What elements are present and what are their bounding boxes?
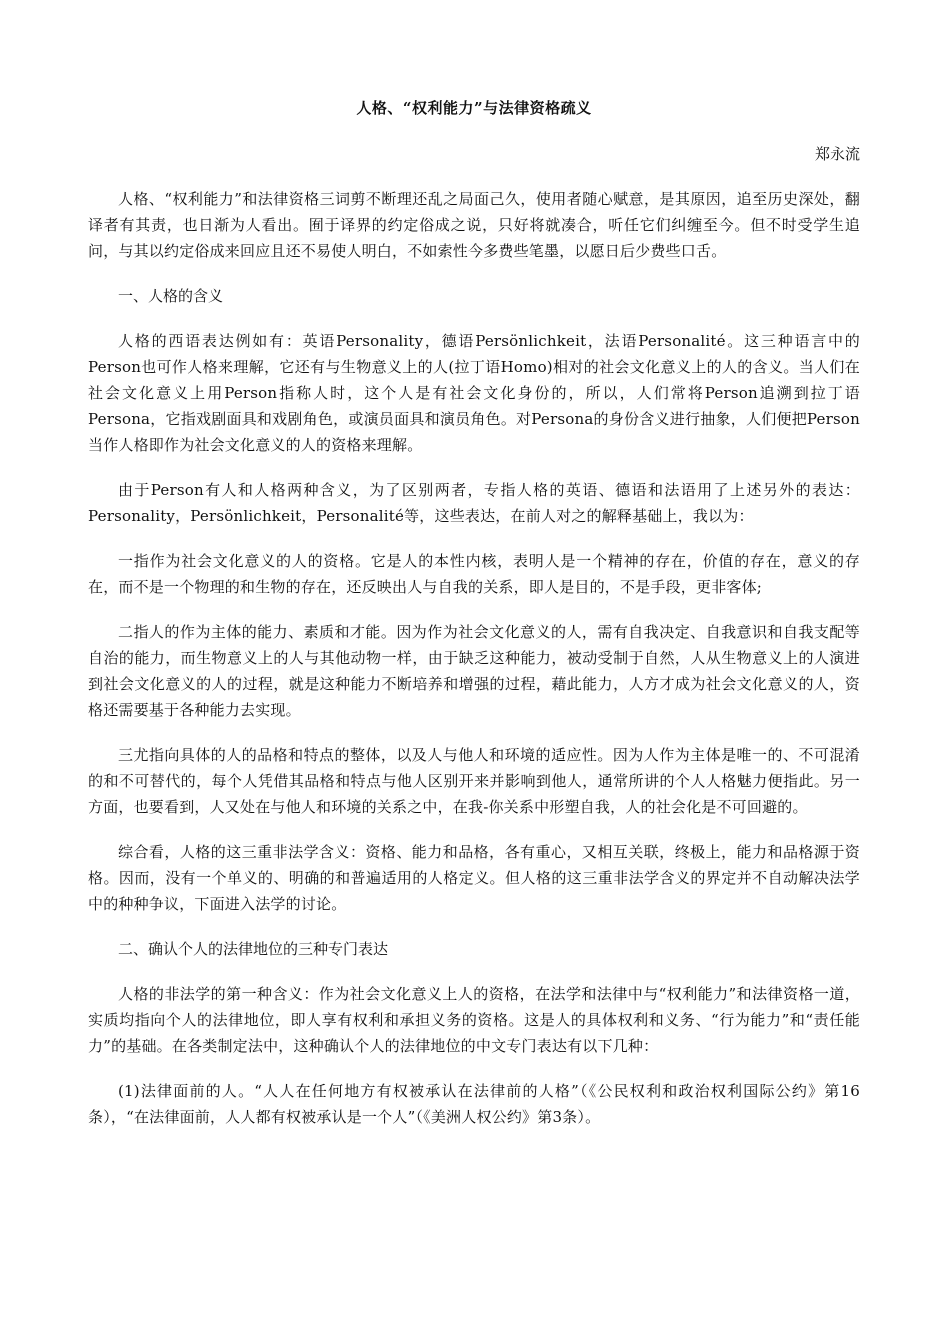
paragraph: 三尤指向具体的人的品格和特点的整体，以及人与他人和环境的适应性。因为人作为主体是唯一的、不可混淆的和不可替代的，每个人凭借其品格和特点与他人区别开来并影响到他人，通常所讲的个人人格魅力便指此。另一方面，也要看到，人又处在与他人和环境的关系之中，在我-你关系中形塑自我，人的社会化是不可回避的。 xyxy=(88,746,860,816)
paragraph-intro: 人格、“权利能力”和法律资格三词剪不断理还乱之局面己久，使用者随心赋意，是其原因，追至历史深处，翻译者有其责，也日渐为人看出。囿于译界的约定俗成之说，只好将就凑合，听任它们纠缠至今。但不时受学生追问，与其以约定俗成来回应且还不易使人明白，不如索性今多费些笔墨，以愿日后少费些口舌。 xyxy=(88,190,860,260)
paragraph: 由于Person有人和人格两种含义，为了区别两者，专指人格的英语、德语和法语用了上述另外的表达：Personality，Persönlichkeit，Personalité等，这些表达，在前人对之的解释基础上，我以为： xyxy=(88,481,860,525)
paragraph: 一指作为社会文化意义的人的资格。它是人的本性内核，表明人是一个精神的存在，价值的存在，意义的存在，而不是一个物理的和生物的存在，还反映出人与自我的关系，即人是目的，不是手段，更非客体; xyxy=(88,552,860,596)
paragraph: 人格的西语表达例如有：英语Personality，德语Persönlichkeit，法语Personalité。这三种语言中的Person也可作人格来理解，它还有与生物意义上的人(拉丁语Homo)相对的社会文化意义上的人的含义。当人们在社会文化意义上用Person指称人时，这个人是有社会文化身份的，所以，人们常将Person追溯到拉丁语Persona，它指戏剧面具和戏剧角色，或演员面具和演员角色。对Persona的身份含义进行抽象，人们便把Person当作人格即作为社会文化意义的人的资格来理解。 xyxy=(88,332,860,454)
document-author: 郑永流 xyxy=(814,145,860,163)
paragraph: 二指人的作为主体的能力、素质和才能。因为作为社会文化意义的人，需有自我决定、自我意识和自我支配等自治的能力，而生物意义上的人与其他动物一样，由于缺乏这种能力，被动受制于自然，人从生物意义上的人演进到社会文化意义的人的过程，就是这种能力不断培养和增强的过程，藉此能力，人方才成为社会文化意义的人，资格还需要基于各种能力去实现。 xyxy=(88,623,860,719)
paragraph: (1)法律面前的人。“人人在任何地方有权被承认在法律前的人格”（《公民权利和政治权利国际公约》第16条），“在法律面前，人人都有权被承认是一个人”（《美洲人权公约》第3条）。 xyxy=(88,1082,860,1126)
paragraph: 人格的非法学的第一种含义：作为社会文化意义上人的资格，在法学和法律中与“权利能力”和法律资格一道，实质均指向个人的法律地位，即人享有权利和承担义务的资格。这是人的具体权利和义务、“行为能力”和“责任能力”的基础。在各类制定法中，这种确认个人的法律地位的中文专门表达有以下几种： xyxy=(88,985,860,1055)
section-heading-1: 一、人格的含义 xyxy=(118,287,224,305)
document-title: 人格、“权利能力”与法律资格疏义 xyxy=(356,99,592,117)
paragraph: 综合看，人格的这三重非法学含义：资格、能力和品格，各有重心，又相互关联，终极上，能力和品格源于资格。因而，没有一个单义的、明确的和普遍适用的人格定义。但人格的这三重非法学含义的界定并不自动解决法学中的种种争议，下面进入法学的讨论。 xyxy=(88,843,860,913)
section-heading-2: 二、确认个人的法律地位的三种专门表达 xyxy=(118,940,389,958)
document-page xyxy=(88,96,860,1149)
